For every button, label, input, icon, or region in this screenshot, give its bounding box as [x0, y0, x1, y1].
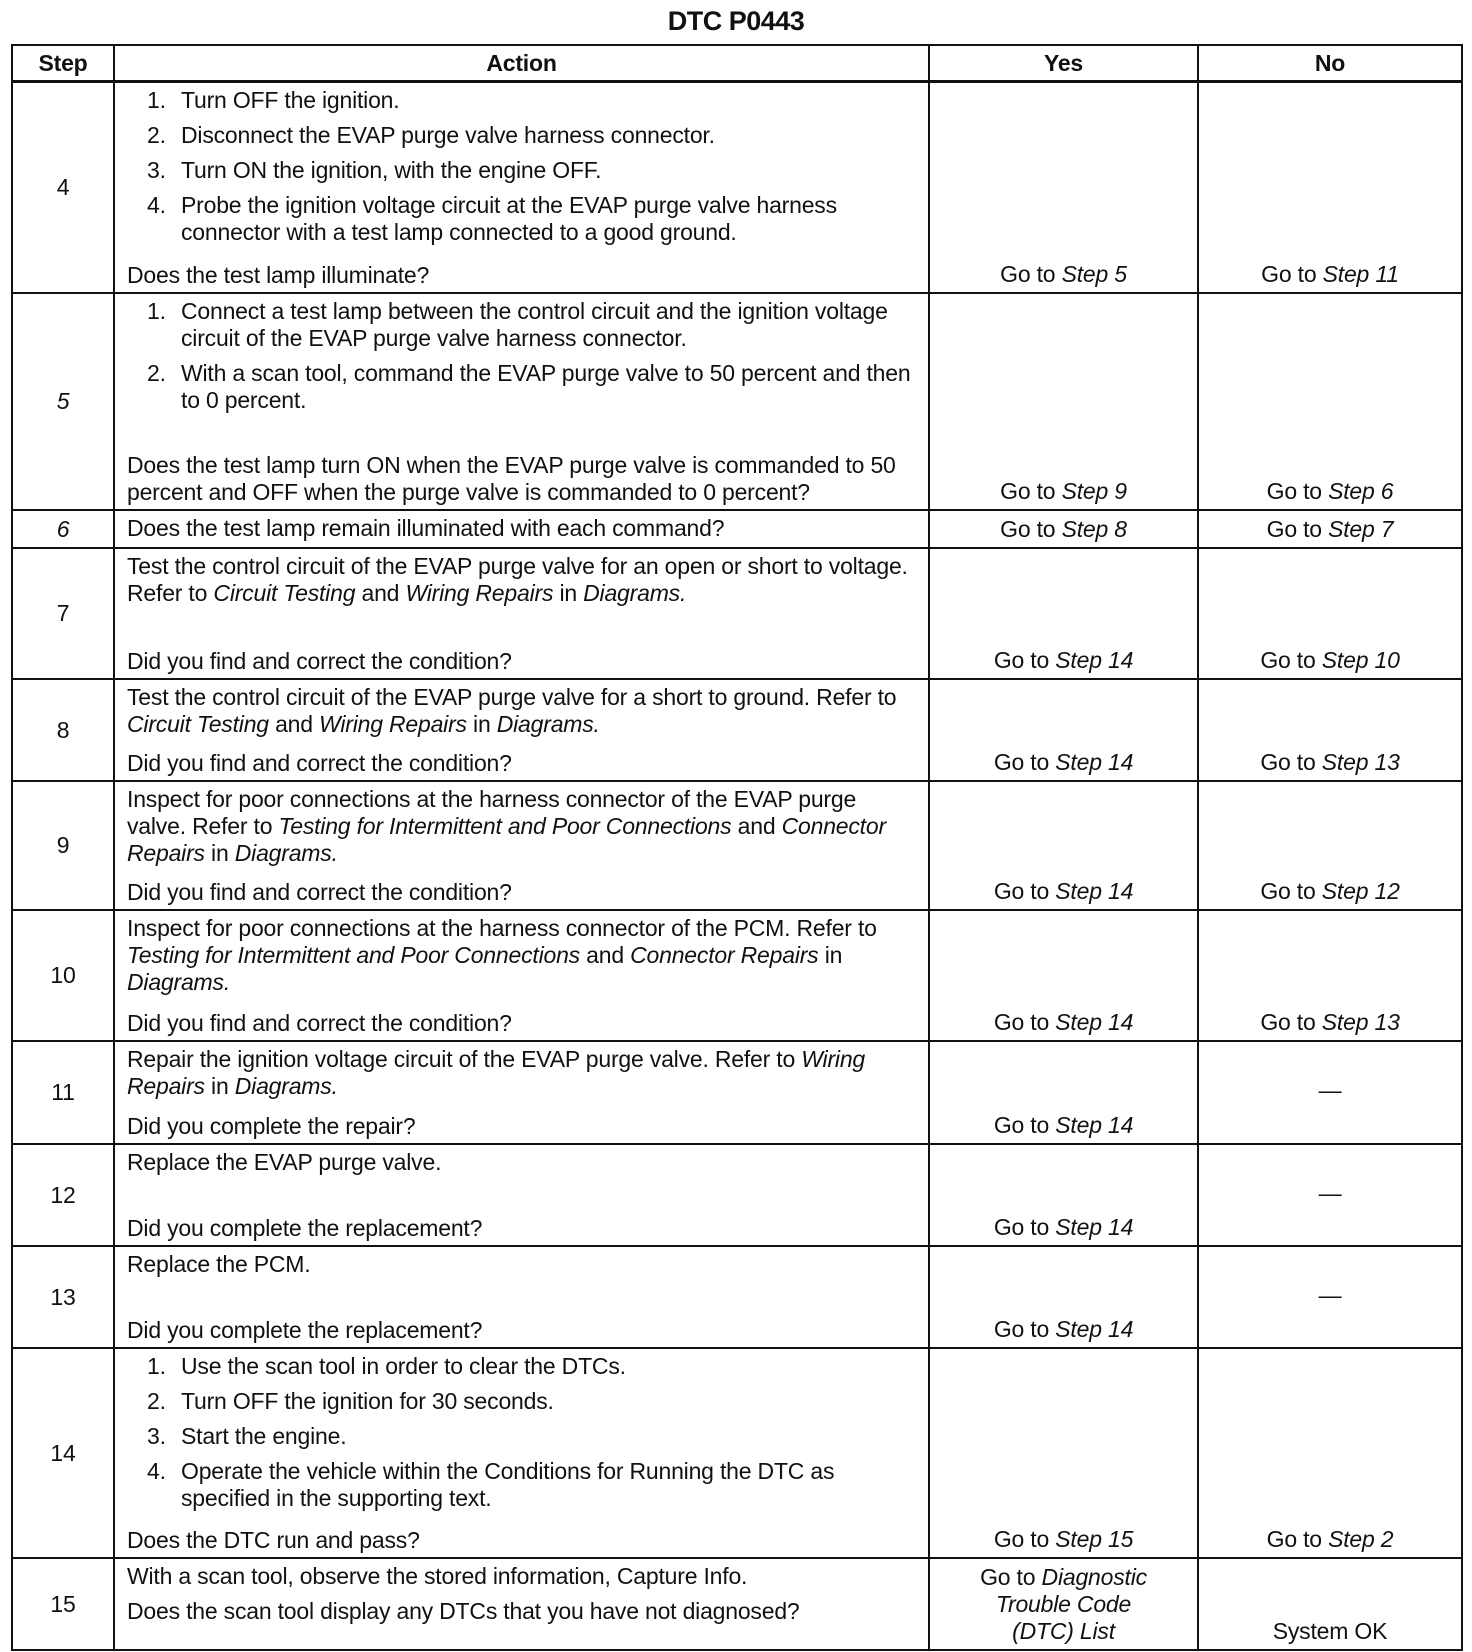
text-segment: Test the control circuit of the EVAP purge valve for a short to ground. Refer to	[127, 684, 897, 710]
action-cell	[114, 293, 929, 510]
yes-outcome	[929, 781, 1198, 910]
action-instructions	[127, 553, 918, 607]
text-segment: Go to	[1000, 478, 1062, 504]
list-text	[181, 1423, 346, 1450]
italic-ref: Testing for Intermittent and Poor Connections	[278, 813, 732, 839]
action-question: Does the scan tool display any DTCs that you have not diagnosed?	[127, 1598, 800, 1624]
list-item	[127, 360, 918, 414]
list-number: 2.	[147, 122, 166, 148]
text-segment: and	[731, 813, 782, 839]
text-segment: Disconnect the EVAP purge valve harness connector.	[181, 122, 715, 148]
list-number: 3.	[147, 157, 166, 183]
italic-ref: Step 13	[1321, 1009, 1400, 1035]
text-segment: and	[579, 942, 631, 968]
action-question: Does the DTC run and pass?	[127, 1527, 420, 1553]
italic-ref: Connector Repairs	[630, 942, 819, 968]
no-outcome	[1198, 781, 1462, 910]
step-number: 10	[12, 910, 114, 1041]
table-row	[12, 548, 1462, 679]
text-segment: Go to	[1260, 749, 1322, 775]
step-number: 11	[12, 1041, 114, 1144]
list-text	[181, 87, 399, 114]
list-item	[127, 1353, 918, 1380]
list-text	[181, 1388, 554, 1415]
action-content	[127, 786, 918, 906]
yes-outcome	[929, 293, 1198, 510]
action-cell	[114, 1558, 929, 1650]
italic-ref: Step 5	[1061, 261, 1127, 287]
list-item	[127, 87, 918, 114]
yes-outcome	[929, 510, 1198, 548]
step-number: 7	[12, 548, 114, 679]
list-text	[181, 192, 918, 246]
list-item	[127, 157, 918, 184]
action-instructions	[127, 1149, 918, 1176]
text-segment: Go to	[1260, 878, 1322, 904]
list-text	[181, 360, 918, 414]
yes-outcome	[929, 1348, 1198, 1558]
action-question: Does the test lamp remain illuminated with each command?	[127, 515, 725, 541]
text-segment: Operate the vehicle within the Conditions for Running the DTC as specified in the supporting text.	[181, 1458, 835, 1511]
text-segment: in	[204, 1073, 235, 1099]
text-segment: Go to	[993, 1009, 1056, 1035]
action-text	[127, 1563, 918, 1590]
italic-ref: Step 13	[1321, 749, 1400, 775]
action-cell	[114, 1144, 929, 1246]
table-row	[12, 1041, 1462, 1144]
italic-ref: Step 9	[1061, 478, 1127, 504]
action-text	[127, 915, 918, 996]
action-content	[127, 298, 918, 506]
yes-outcome-text	[964, 1564, 1164, 1645]
no-outcome	[1198, 293, 1462, 510]
text-segment: Go to	[1266, 1526, 1329, 1552]
italic-ref: Step 14	[1055, 878, 1134, 904]
text-segment: Go to	[1260, 1009, 1322, 1035]
text-segment: Inspect for poor connections at the harness connector of the EVAP purge valve. Refer to	[127, 786, 857, 839]
text-segment: and	[268, 711, 320, 737]
text-segment: Replace the EVAP purge valve.	[127, 1149, 442, 1175]
no-outcome	[1198, 1144, 1462, 1246]
action-text	[127, 1251, 918, 1278]
list-text	[181, 1353, 626, 1380]
action-instructions	[127, 1046, 918, 1100]
action-cell	[114, 510, 929, 548]
italic-ref: Wiring Repairs	[319, 711, 467, 737]
italic-ref: Step 12	[1321, 878, 1400, 904]
list-number: 2.	[147, 1388, 166, 1414]
italic-ref: Circuit Testing	[127, 711, 269, 737]
page-title: DTC P0443	[667, 6, 805, 36]
text-segment: Use the scan tool in order to clear the DTCs.	[181, 1353, 626, 1379]
list-number: 2.	[147, 360, 166, 386]
action-cell	[114, 910, 929, 1041]
no-outcome	[1198, 910, 1462, 1041]
no-outcome	[1198, 679, 1462, 781]
yes-outcome	[929, 1144, 1198, 1246]
action-text	[127, 1046, 918, 1100]
table-row	[12, 1246, 1462, 1348]
list-number: 3.	[147, 1423, 166, 1449]
yes-outcome	[929, 1246, 1198, 1348]
italic-ref: Step 14	[1055, 1214, 1134, 1240]
diagnostic-table	[11, 44, 1463, 1651]
text-segment: Go to	[993, 1112, 1056, 1138]
step-number: 9	[12, 781, 114, 910]
text-segment: Test the control circuit of the EVAP purge valve for an open or short to voltage. Refer to	[127, 553, 908, 606]
text-segment: Probe the ignition voltage circuit at the EVAP purge valve harness connector with a test lamp connected to a good ground.	[181, 192, 837, 245]
table-row	[12, 293, 1462, 510]
action-cell	[114, 679, 929, 781]
action-instructions	[127, 1353, 918, 1520]
action-question: Does the test lamp turn ON when the EVAP purge valve is commanded to 50 percent and OFF when the purge valve is commanded to 0 percent?	[127, 452, 896, 505]
text-segment: Go to	[1000, 261, 1062, 287]
action-question: Did you find and correct the condition?	[127, 750, 512, 776]
italic-ref: Step 14	[1055, 1112, 1134, 1138]
italic-ref: Diagrams.	[496, 711, 600, 737]
text-segment: Go to	[993, 749, 1056, 775]
italic-ref: Circuit Testing	[213, 580, 356, 606]
text-segment: Go to	[1261, 261, 1323, 287]
italic-ref: Step 14	[1055, 749, 1134, 775]
list-number: 4.	[147, 192, 166, 218]
text-segment: With a scan tool, observe the stored information, Capture Info.	[127, 1563, 748, 1589]
action-content	[127, 515, 918, 542]
action-text	[127, 553, 918, 607]
text-segment: Repair the ignition voltage circuit of the EVAP purge valve. Refer to	[127, 1046, 802, 1072]
table-row	[12, 82, 1462, 294]
italic-ref: Step 6	[1328, 478, 1394, 504]
list-text	[181, 122, 715, 149]
italic-ref: Diagrams.	[234, 840, 338, 866]
italic-ref: Step 14	[1055, 647, 1134, 673]
action-question: Did you complete the replacement?	[127, 1215, 483, 1241]
header-row	[12, 45, 1462, 82]
text-segment: Go to	[1000, 516, 1062, 542]
text-segment: Go to	[993, 1214, 1056, 1240]
action-content	[127, 684, 918, 777]
action-cell	[114, 781, 929, 910]
step-number: 15	[12, 1558, 114, 1650]
list-text	[181, 157, 601, 184]
text-segment: Go to	[993, 878, 1056, 904]
no-outcome	[1198, 1558, 1462, 1650]
table-row	[12, 1144, 1462, 1246]
list-item	[127, 192, 918, 246]
action-content	[127, 1046, 918, 1140]
yes-outcome	[929, 548, 1198, 679]
action-cell	[114, 1348, 929, 1558]
italic-ref: Connector Repairs	[127, 813, 886, 866]
action-cell	[114, 82, 929, 294]
italic-ref: Diagrams.	[583, 580, 687, 606]
italic-ref: Step 14	[1055, 1316, 1134, 1342]
list-number: 1.	[147, 298, 166, 324]
text-segment: —	[1318, 1281, 1342, 1308]
list-number: 1.	[147, 1353, 166, 1379]
step-number: 12	[12, 1144, 114, 1246]
action-question: Did you find and correct the condition?	[127, 879, 512, 905]
action-instructions	[127, 684, 918, 738]
list-text	[181, 298, 918, 352]
text-segment: Inspect for poor connections at the harness connector of the PCM. Refer to	[127, 915, 877, 941]
text-segment: —	[1318, 1179, 1342, 1206]
italic-ref: Diagrams.	[234, 1073, 338, 1099]
list-number: 4.	[147, 1458, 166, 1484]
action-instructions	[127, 915, 918, 996]
list-item	[127, 122, 918, 149]
no-outcome	[1198, 548, 1462, 679]
text-segment: —	[1318, 1077, 1342, 1103]
action-text	[127, 786, 918, 867]
action-content	[127, 1251, 918, 1344]
text-segment: Start the engine.	[181, 1423, 347, 1449]
italic-ref: Step 2	[1328, 1526, 1394, 1552]
italic-ref: Step 14	[1055, 1009, 1134, 1035]
no-outcome	[1198, 1041, 1462, 1144]
italic-ref: Step 7	[1328, 516, 1394, 542]
action-question: Did you complete the repair?	[127, 1113, 416, 1139]
action-content	[127, 87, 918, 289]
italic-ref: Step 8	[1061, 516, 1127, 542]
text-segment: Go to	[993, 647, 1056, 673]
text-segment: in	[204, 840, 235, 866]
text-segment: With a scan tool, command the EVAP purge valve to 50 percent and then to 0 percent.	[181, 360, 911, 413]
header-action: Action	[114, 45, 929, 82]
text-segment: Go to	[993, 1526, 1056, 1552]
text-segment: and	[355, 580, 406, 606]
action-content	[127, 1353, 918, 1554]
action-cell	[114, 1041, 929, 1144]
step-number: 6	[12, 510, 114, 548]
list-text	[181, 1458, 918, 1512]
text-segment: Connect a test lamp between the control circuit and the ignition voltage circuit of the EVAP purge valve harness connector.	[181, 298, 888, 351]
step-number: 14	[12, 1348, 114, 1558]
step-number: 13	[12, 1246, 114, 1348]
yes-outcome	[929, 679, 1198, 781]
italic-ref: Step 15	[1055, 1526, 1134, 1552]
action-content	[127, 915, 918, 1037]
italic-ref: Testing for Intermittent and Poor Connections	[127, 942, 580, 968]
action-instructions	[127, 87, 918, 254]
action-question: Did you complete the replacement?	[127, 1317, 483, 1343]
italic-ref: Diagrams.	[127, 969, 231, 995]
no-outcome	[1198, 1246, 1462, 1348]
header-yes: Yes	[929, 45, 1198, 82]
action-instructions	[127, 786, 918, 867]
table-row	[12, 1558, 1462, 1650]
table-row	[12, 679, 1462, 781]
step-number: 5	[12, 293, 114, 510]
text-segment: Go to	[1266, 478, 1329, 504]
list-item	[127, 1423, 918, 1450]
step-number: 4	[12, 82, 114, 294]
step-number: 8	[12, 679, 114, 781]
text-segment: in	[818, 942, 843, 968]
no-outcome	[1198, 82, 1462, 294]
table-row	[12, 781, 1462, 910]
no-outcome	[1198, 1348, 1462, 1558]
text-segment: Go to	[993, 1316, 1056, 1342]
action-instructions	[127, 298, 918, 422]
text-segment: Turn ON the ignition, with the engine OFF.	[181, 157, 602, 183]
italic-ref: Diagnostic Trouble Code (DTC) List	[995, 1564, 1147, 1644]
action-question: Did you find and correct the condition?	[127, 1010, 512, 1036]
action-content	[127, 553, 918, 675]
action-text	[127, 1149, 918, 1176]
list-number: 1.	[147, 87, 166, 113]
text-segment: Go to	[1260, 647, 1322, 673]
yes-outcome	[929, 910, 1198, 1041]
table-row	[12, 510, 1462, 548]
italic-ref: Step 11	[1322, 261, 1399, 287]
yes-outcome	[929, 1041, 1198, 1144]
action-content	[127, 1563, 918, 1646]
list-item	[127, 1388, 918, 1415]
action-cell	[114, 548, 929, 679]
text-segment: Go to	[1266, 516, 1329, 542]
italic-ref: Wiring Repairs	[405, 580, 554, 606]
text-segment: Turn OFF the ignition.	[181, 87, 400, 113]
text-segment: Turn OFF the ignition for 30 seconds.	[181, 1388, 554, 1414]
table-row	[12, 910, 1462, 1041]
action-instructions	[127, 1251, 918, 1278]
list-item	[127, 298, 918, 352]
list-item	[127, 1458, 918, 1512]
action-question: Did you find and correct the condition?	[127, 648, 512, 674]
action-question: Does the test lamp illuminate?	[127, 262, 430, 288]
action-instructions	[127, 1563, 918, 1625]
header-step: Step	[12, 45, 114, 82]
action-cell	[114, 1246, 929, 1348]
yes-outcome	[929, 82, 1198, 294]
text-segment: in	[466, 711, 497, 737]
text-segment: Go to	[980, 1564, 1042, 1590]
text-segment: System OK	[1272, 1618, 1388, 1644]
no-outcome	[1198, 510, 1462, 548]
italic-ref: Step 10	[1321, 647, 1400, 673]
italic-ref: Wiring Repairs	[127, 1046, 866, 1099]
table-row	[12, 1348, 1462, 1558]
action-text	[127, 684, 918, 738]
action-content	[127, 1149, 918, 1242]
header-no: No	[1198, 45, 1462, 82]
yes-outcome	[929, 1558, 1198, 1650]
text-segment: in	[553, 580, 584, 606]
text-segment: Replace the PCM.	[127, 1251, 311, 1277]
